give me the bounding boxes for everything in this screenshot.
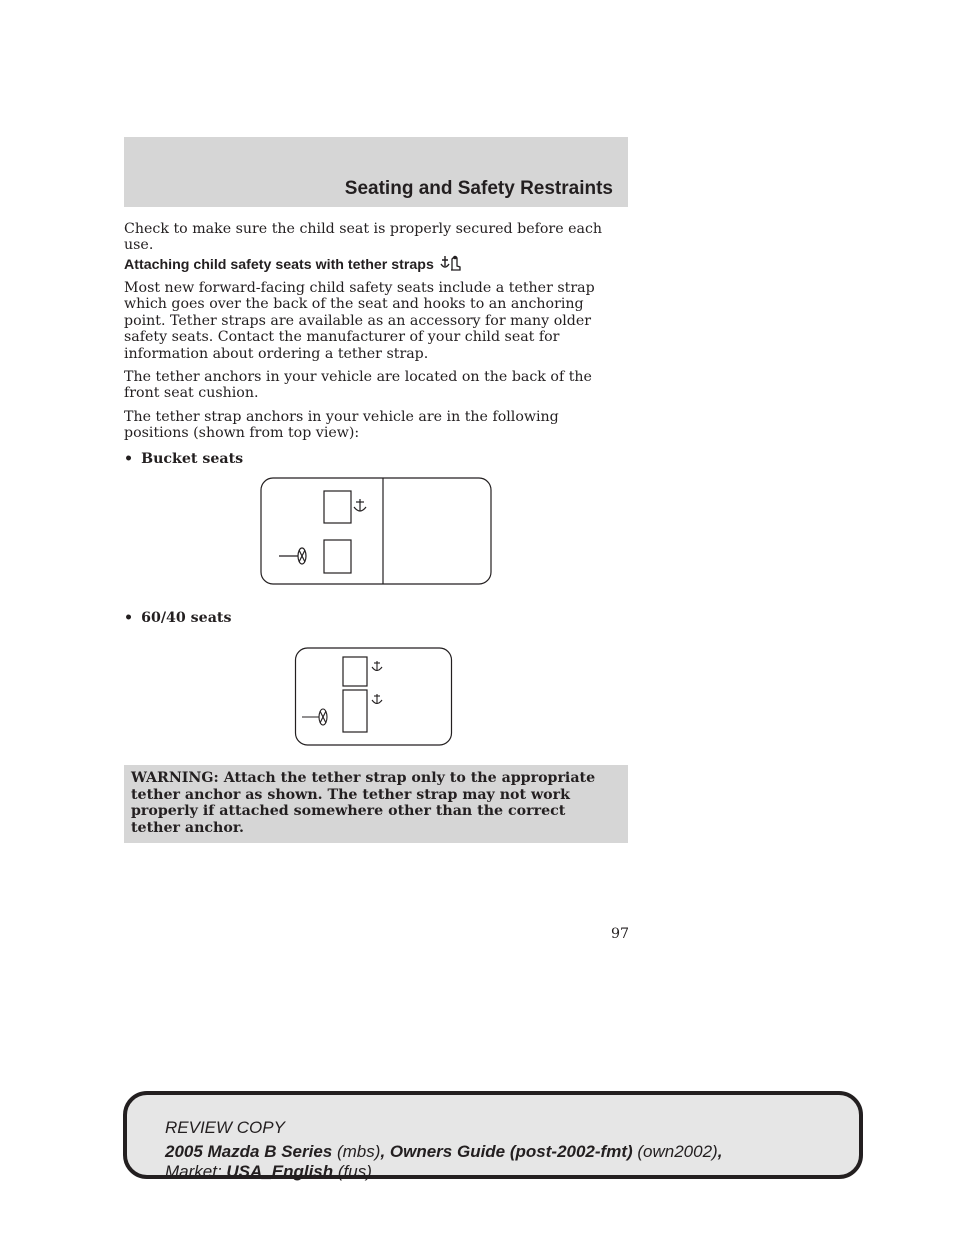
review-copy-footer — [123, 1091, 863, 1179]
driver-seat — [324, 491, 351, 523]
page-number: 97 — [611, 926, 630, 942]
bullet-label: Bucket seats — [141, 451, 244, 467]
footer-market-label: Market: — [165, 1162, 227, 1181]
bullet-60-40-seats — [124, 610, 231, 626]
bullet-marker: • — [124, 451, 134, 467]
footer-market-code: (fus) — [333, 1162, 372, 1181]
footer-sep: , — [717, 1142, 723, 1161]
child-seat-tether-icon — [440, 254, 462, 276]
footer-review-copy: REVIEW COPY — [165, 1118, 285, 1137]
paragraph-check: Check to make sure the child seat is properly secured before each use. — [124, 221, 603, 254]
paragraph-anchor-location: The tether anchors in your vehicle are located on the back of the front seat cushion. — [124, 369, 592, 402]
warning-box — [124, 765, 628, 843]
subheading-text: Attaching child safety seats with tether straps — [124, 257, 434, 273]
paragraph-tether-intro: Most new forward-facing child safety seats include a tether strap which goes over the back of the seat and hooks to an anchoring point. Tether straps are available as an accessory for many older safety seats. Contact the manufacturer of your child seat for information about ordering a tether strap. — [124, 280, 595, 362]
passenger-seat — [324, 540, 351, 573]
seat-60 — [343, 690, 367, 732]
subheading — [124, 254, 462, 276]
footer-model-code: (mbs) — [332, 1142, 381, 1161]
bullet-marker: • — [124, 610, 134, 626]
section-header — [124, 137, 628, 207]
tether-anchor-icon — [354, 499, 366, 511]
footer-market: USA_English — [226, 1162, 334, 1181]
bullet-label: 60/40 seats — [141, 610, 232, 626]
footer-guide-code: (own2002) — [632, 1142, 718, 1161]
footer-market-line — [165, 1162, 372, 1182]
sixty-forty-seats-diagram — [294, 647, 454, 747]
bucket-seats-diagram — [259, 477, 494, 587]
tether-anchor-icon — [372, 694, 382, 704]
section-title: Seating and Safety Restraints — [344, 178, 613, 199]
steering-wheel-icon — [279, 548, 306, 564]
tether-anchor-icon — [372, 661, 382, 671]
footer-model: 2005 Mazda B Series — [165, 1142, 333, 1161]
footer-guide: Owners Guide (post-2002-fmt) — [389, 1142, 633, 1161]
footer-model-line — [165, 1142, 722, 1162]
footer-sep: , — [380, 1142, 390, 1161]
paragraph-anchor-positions: The tether strap anchors in your vehicle are in the following positions (shown from top view): — [124, 409, 559, 442]
warning-text: WARNING: Attach the tether strap only to the appropriate tether anchor as shown. The tether strap may not work properly if attached somewhere other than the correct tether anchor. — [131, 770, 596, 836]
bullet-bucket-seats — [124, 451, 243, 467]
seat-40 — [343, 657, 367, 686]
steering-wheel-icon — [302, 709, 327, 725]
